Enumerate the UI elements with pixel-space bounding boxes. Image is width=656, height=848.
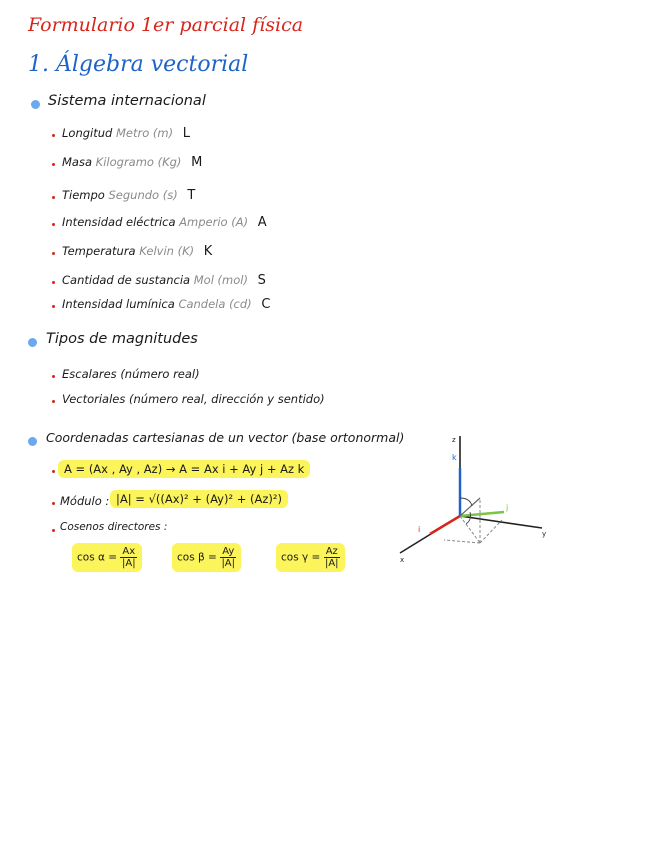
unit: Kilogramo (Kg): [95, 155, 182, 169]
page-title: Formulario 1er parcial física: [28, 14, 304, 36]
sub-dot: [52, 529, 55, 532]
section-heading: 1. Álgebra vectorial: [28, 52, 249, 77]
sub-dot: [52, 305, 55, 308]
projection-line: [480, 520, 502, 543]
sub-dot: [52, 223, 55, 226]
fraction-numerator: Ax: [122, 546, 136, 557]
quantity-name: Tiempo: [62, 188, 105, 202]
vector-components-formula: A = (Ax , Ay , Az) → A = Ax i + Ay j + Az k: [58, 460, 310, 478]
cos-lhs: cos γ =: [281, 551, 321, 564]
cos-lhs: cos α =: [77, 551, 118, 564]
coords-heading: Coordenadas cartesianas de un vector (base ortonormal): [46, 430, 405, 445]
bullet-dot: [28, 437, 37, 446]
fraction-denominator: |A|: [221, 558, 236, 569]
si-item: [62, 215, 267, 230]
quantity-name: Intensidad lumínica: [62, 297, 175, 311]
k-label: k: [452, 453, 457, 462]
quantity-name: Cantidad de sustancia: [62, 273, 191, 287]
quantity-name: Temperatura: [62, 244, 136, 258]
bullet-dot: [28, 338, 37, 347]
fraction-numerator: Az: [325, 546, 338, 557]
angle-arc: [460, 498, 472, 506]
sub-dot: [52, 163, 55, 166]
unit: Amperio (A): [179, 215, 249, 229]
unit: Mol (mol): [193, 273, 248, 287]
modulo-label: Módulo :: [60, 494, 110, 508]
i-label: i: [418, 525, 421, 534]
fraction-denominator: |A|: [121, 558, 136, 569]
si-heading: Sistema internacional: [48, 93, 206, 109]
quantity-name: Longitud: [62, 126, 113, 140]
unit: Kelvin (K): [139, 244, 195, 258]
sub-dot: [52, 502, 55, 505]
quantity-name: Masa: [62, 155, 93, 169]
sub-dot: [52, 281, 55, 284]
fraction: [324, 546, 340, 569]
si-item: [62, 188, 195, 203]
y-axis: [460, 516, 542, 528]
i-unit-vector: [430, 516, 460, 534]
si-item: [62, 126, 190, 141]
j-unit-vector: [460, 512, 504, 516]
cos-beta-formula: [172, 543, 241, 572]
symbol: K: [203, 244, 213, 259]
si-item: [62, 297, 270, 312]
si-item: [62, 273, 266, 288]
fraction-numerator: Ay: [222, 546, 235, 557]
sub-dot: [52, 196, 55, 199]
symbol: A: [257, 215, 267, 230]
unit: Metro (m): [115, 126, 174, 140]
unit: Candela (cd): [178, 297, 252, 311]
magnitudes-heading: Tipos de magnitudes: [46, 331, 198, 347]
j-label: j: [506, 503, 509, 512]
bullet-dot: [31, 100, 40, 109]
sub-dot: [52, 252, 55, 255]
magnitude-item: Vectoriales (número real, dirección y sentido): [62, 392, 325, 406]
fraction: [220, 546, 236, 569]
quantity-name: Intensidad eléctrica: [62, 215, 176, 229]
magnitude-item: Escalares (número real): [62, 367, 200, 381]
fraction: [120, 546, 137, 569]
symbol: T: [187, 188, 196, 203]
sub-dot: [52, 375, 55, 378]
cos-lhs: cos β =: [177, 551, 217, 564]
sub-dot: [52, 134, 55, 137]
modulo-formula: |A| = √((Ax)² + (Ay)² + (Az)²): [110, 490, 288, 508]
unit: Segundo (s): [108, 188, 178, 202]
z-axis-label: z: [452, 436, 456, 444]
cos-gamma-formula: [276, 543, 345, 572]
sub-dot: [52, 400, 55, 403]
vector-axes-diagram: [392, 428, 572, 578]
x-axis-label: x: [400, 556, 405, 564]
symbol: L: [182, 126, 190, 141]
sub-dot: [52, 470, 55, 473]
cosenos-label: Cosenos directores :: [60, 521, 168, 533]
projection-line: [444, 540, 480, 543]
si-item: [62, 155, 202, 170]
fraction-denominator: |A|: [324, 558, 339, 569]
si-item: [62, 244, 212, 259]
symbol: C: [261, 297, 271, 312]
symbol: M: [191, 155, 203, 170]
y-axis-label: y: [542, 530, 547, 538]
symbol: S: [257, 273, 266, 288]
cos-alpha-formula: [72, 543, 142, 572]
